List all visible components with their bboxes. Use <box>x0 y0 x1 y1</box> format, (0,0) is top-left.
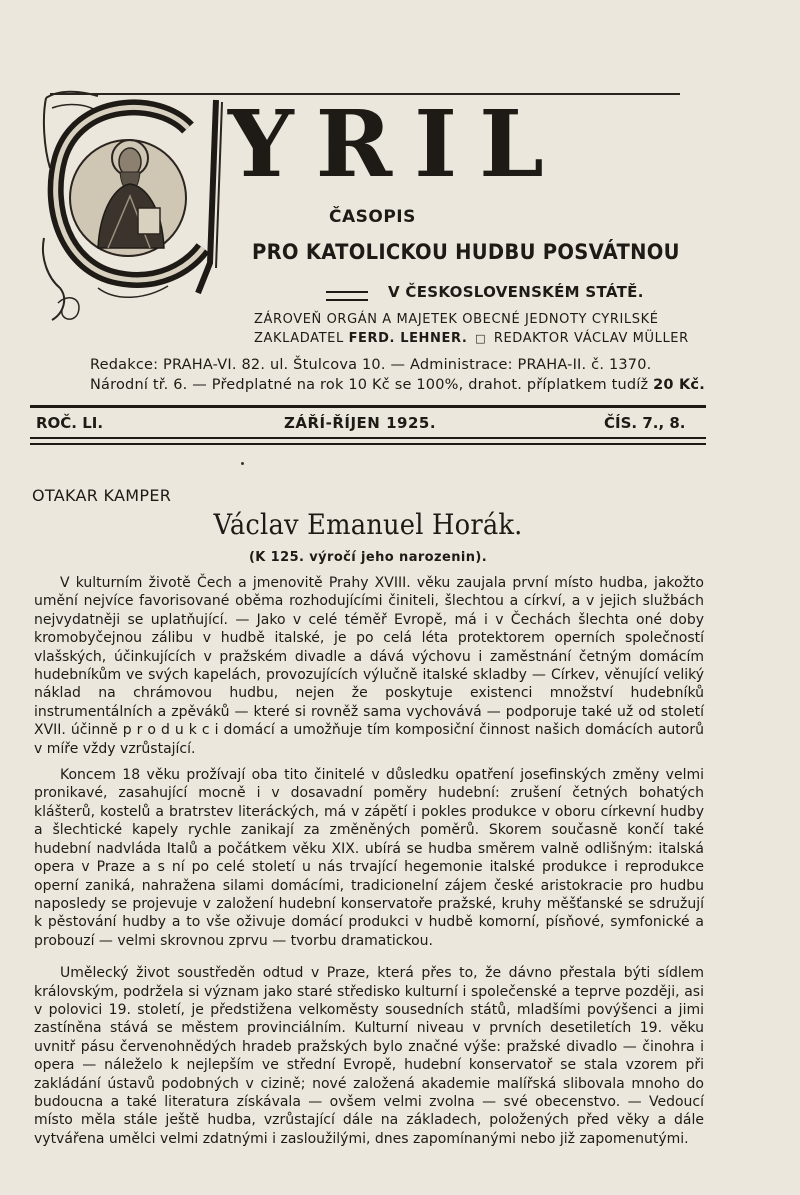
masthead-organ-line: ZÁROVEŇ ORGÁN A MAJETEK OBECNÉ JEDNOTY CYRILSKÉ <box>254 312 659 327</box>
address-line-2 <box>90 377 705 393</box>
article-title: Václav Emanuel Horák. <box>213 508 523 541</box>
editor-line: REDAKTOR VÁCLAV MÜLLER <box>493 331 689 346</box>
masthead-subtitle-purpose: PRO KATOLICKOU HUDBU POSVÁTNOU <box>252 240 680 264</box>
subscription-price: 20 Kč. <box>653 377 705 393</box>
article-paragraph-1: V kulturním životě Čech a jmenovitě Prahy XVIII. věku zaujala první místo hudba, jakožto umění nejvíce favorisované oběma rozhodujícími činiteli, šlechtou a církví, a v jejich službách nejvydatněji se uplatňující. — Jako v celé téměř Evropě, má i v Čechách šlechta oné doby kromobyčejnou zálibu v hudbě italské, je po celá léta protektorem operních společností vlašských, účinkujících v pražském divadle a dává výchovu i zaměstnání četným domácím hudebníkům ve svých kapelách, provozujících výlučně italské skladby — Církev, věnující veliký náklad na chrámovou hudbu, nejen že poskytuje existenci množství hudebníků instrumentálních a zpěváků — které si rovněž sama vychovává — podporuje také už od století XVII. účinně p r o d u k c i domácí a umožňuje tím komposiční činnost našich domácích autorů v míře vždy vzrůstající. <box>34 575 704 757</box>
address-line-1: Redakce: PRAHA-VI. 82. ul. Štulcova 10. — Administrace: PRAHA-II. č. 1370. <box>90 357 652 373</box>
issue-number: ČÍS. 7., 8. <box>604 414 686 432</box>
article-paragraph-3: Umělecký život soustředěn odtud v Praze, která přes to, že dávno přestala býti sídlem královským, podržela si význam jako staré středisko kulturní i společenské a teprve později, asi v polovici 19. století, je předstižena velkoměsty sousedních států, mladšími povýšenci a jimi zastíněna stává se městem provinciálním. Kulturní niveau v prvních desetiletích 19. věku uvnitř pásu červenohnědých hradeb pražských bylo značné výše: pražské divadlo — činohra i opera — náleželo k nejlepším ve střední Evropě, hudební konservatoř se stala vzorem při zakládání ústavů podobných v cizině; nové založená akademie malířská slibovala mnoho do budoucna a také literatura získávala — ovšem velmi zvolna — své obecenstvo. — Vedoucí místo měla stále ještě hudba, vzrůstající dále na základech, položených před věky a dále vytvářena umělci velmi zdatnými i zasloužilými, dnes zapomínanými nebo již zapomenutými. <box>34 965 704 1147</box>
founder-separator: □ <box>475 332 487 345</box>
masthead-founder-line <box>254 331 689 346</box>
print-speck <box>241 462 244 465</box>
issue-year: ROČ. LI. <box>36 414 104 432</box>
masthead-subtitle-state: V ČESKOSLOVENSKÉM STÁTĚ. <box>388 283 644 301</box>
article-paragraph-2: Koncem 18 věku prožívají oba tito činitelé v důsledku opatření josefinských změny velmi pronikavé, zasahující mocně i v dosavadní poměry hudební: zrušení četných bohatých klášterů, kostelů a bratrstev literáckých, má v zápětí i pokles produkce v oboru církevní hudby a šlechtické kapely rychle zanikají za změněných poměrů. Skorem současně končí také hudební nadvláda Italů a počátkem věku XIX. ubírá se hudba směrem valně odlišným: italská opera v Praze a s ní po celé století u nás trvající hegemonie italské produkce i reprodukce operní zaniká, nahražena silami domácími, tradicionelní zájem české aristokracie pro hudbu naposledy se projevuje v založení hudební konservatoře pražské, kruhy měšťanské se sdružují k pěstování hudby a to vše oživuje domácí produkci v hudbě komorní, písňové, symfonické a probouzí — velmi skrovnou zprvu — tvorbu dramatickou. <box>34 767 704 949</box>
issue-bar-bottom-rule <box>30 437 706 445</box>
masthead-double-rule <box>326 291 368 301</box>
journal-title: YRIL <box>228 90 566 198</box>
subscription-text: Národní tř. 6. — Předplatné na rok 10 Kč se 100%, drahot. příplatkem tudíž <box>90 377 649 393</box>
ornamental-initial-c-illustration <box>38 88 228 328</box>
article-body <box>34 574 704 1156</box>
article-author: OTAKAR KAMPER <box>32 486 172 505</box>
issue-date: ZÁŘÍ-ŘÍJEN 1925. <box>284 414 437 432</box>
issue-bar-top-rule <box>30 405 706 408</box>
masthead-subtitle-casopis: ČASOPIS <box>329 207 416 227</box>
founder-name: FERD. LEHNER. <box>348 331 468 346</box>
founder-label: ZAKLADATEL <box>254 331 344 346</box>
article-subtitle: (K 125. výročí jeho narozenin). <box>248 550 488 565</box>
